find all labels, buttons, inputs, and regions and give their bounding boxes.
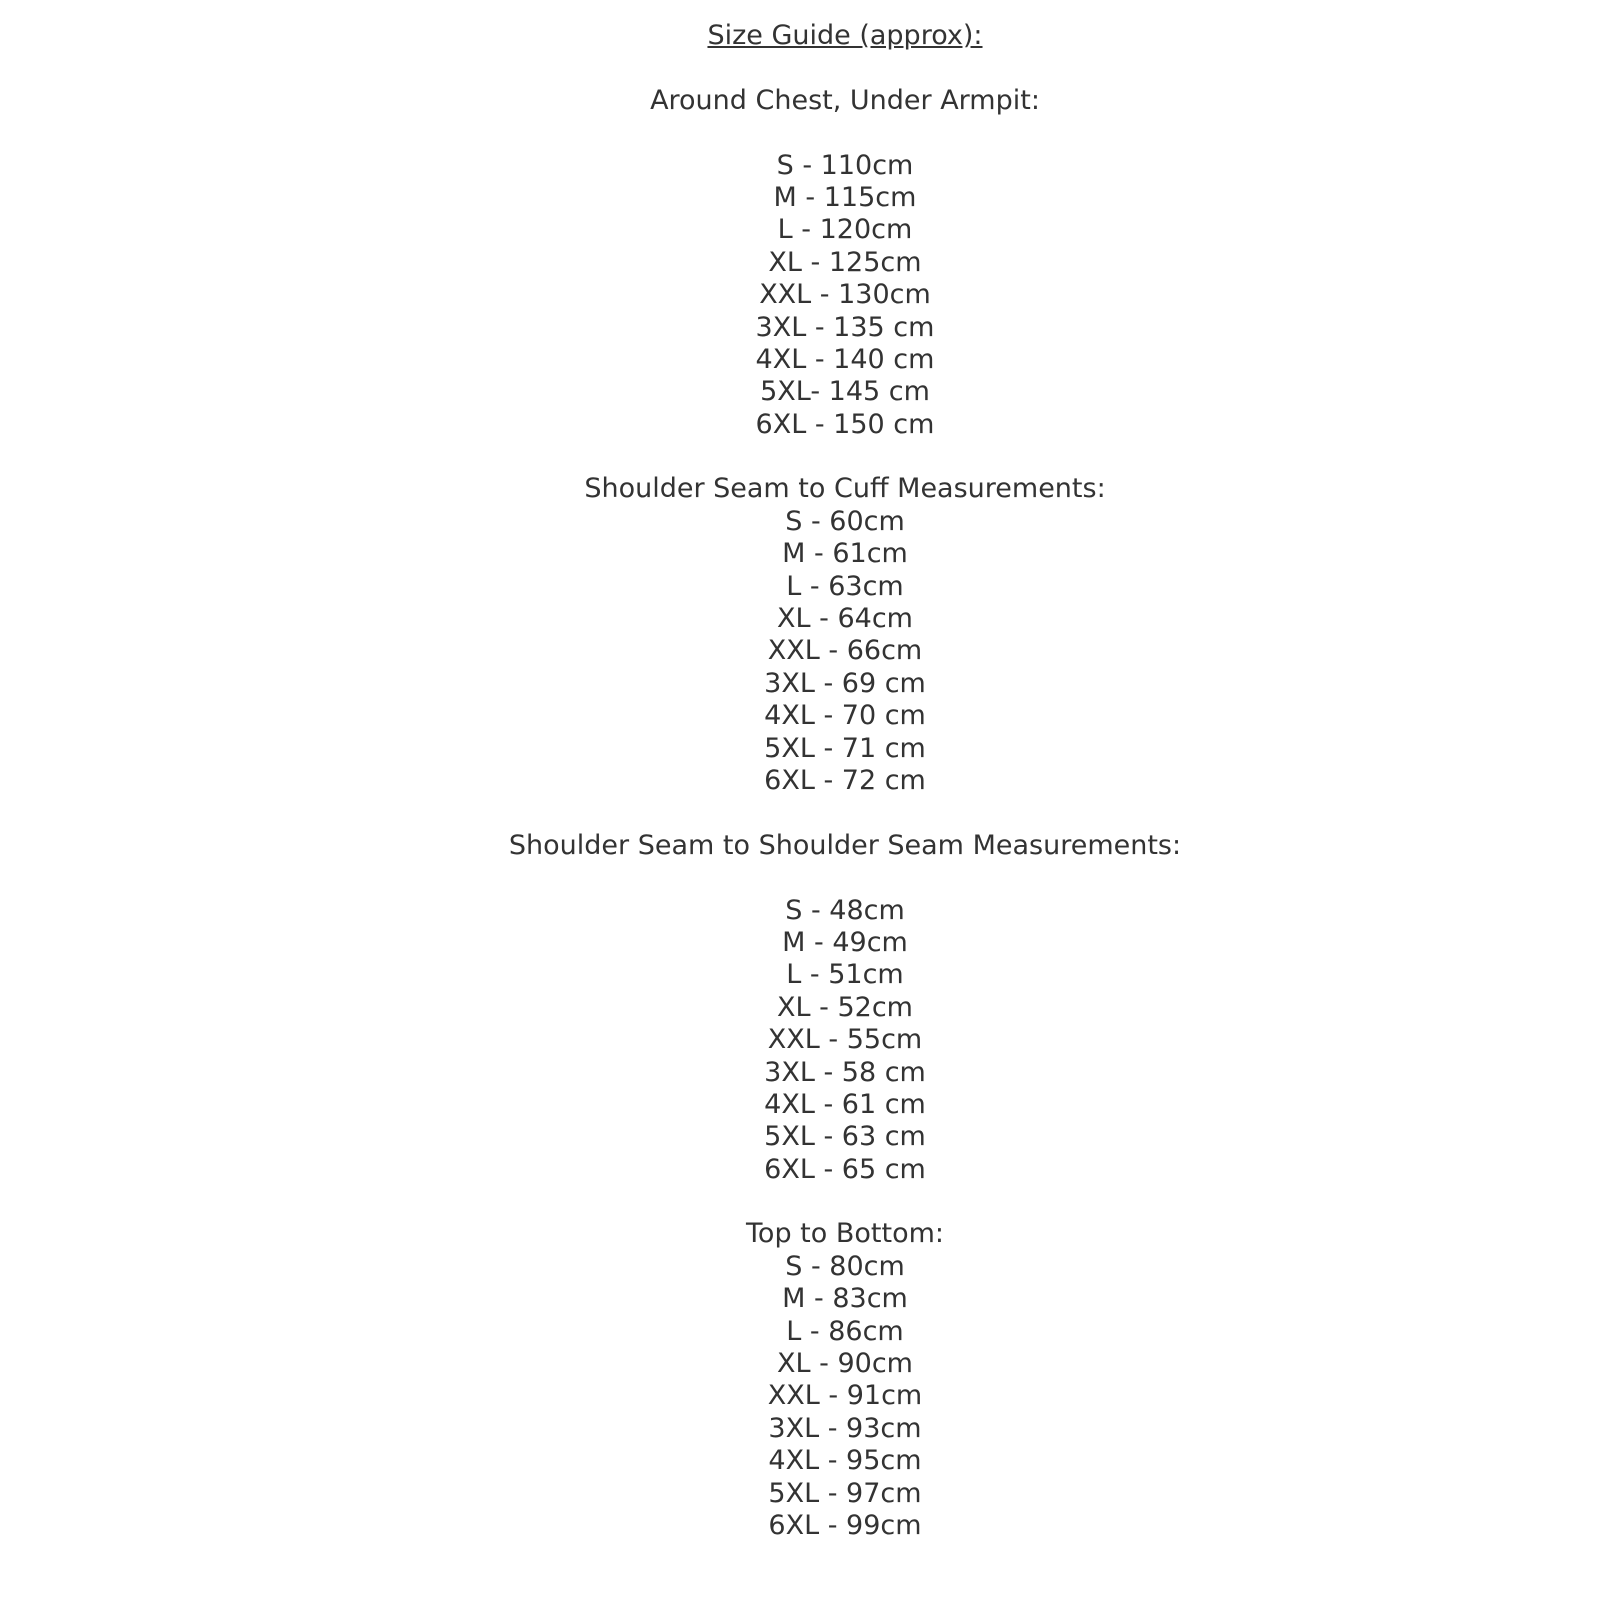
size-row: 3XL - 135 cm	[755, 311, 935, 343]
section-heading-seam-to-cuff: Shoulder Seam to Cuff Measurements:	[584, 473, 1106, 505]
size-row: XL - 125cm	[768, 246, 922, 278]
spacer	[90, 1186, 1600, 1218]
size-guide-document	[90, 0, 1600, 1542]
size-row: XL - 52cm	[777, 991, 913, 1023]
size-row: 5XL - 71 cm	[764, 732, 926, 764]
size-row: 6XL - 72 cm	[764, 764, 926, 796]
size-row: S - 60cm	[785, 505, 905, 537]
size-row: 3XL - 93cm	[768, 1412, 922, 1444]
size-row: XXL - 130cm	[759, 279, 931, 311]
size-row: 3XL - 58 cm	[764, 1056, 926, 1088]
size-row: 6XL - 99cm	[768, 1509, 922, 1541]
size-row: M - 49cm	[782, 926, 908, 958]
size-row: 5XL - 63 cm	[764, 1121, 926, 1153]
size-row: S - 110cm	[776, 149, 914, 181]
size-row: L - 51cm	[786, 959, 904, 991]
size-row: L - 63cm	[786, 570, 904, 602]
spacer	[90, 862, 1600, 894]
spacer	[90, 441, 1600, 473]
spacer	[90, 797, 1600, 829]
size-row: 4XL - 140 cm	[755, 343, 935, 375]
size-row: XXL - 91cm	[767, 1380, 923, 1412]
size-row: XXL - 66cm	[767, 635, 923, 667]
size-row: L - 120cm	[777, 214, 913, 246]
size-row: XL - 64cm	[777, 603, 913, 635]
size-row: M - 115cm	[773, 181, 917, 213]
size-row: L - 86cm	[786, 1315, 904, 1347]
size-row: 6XL - 150 cm	[755, 408, 935, 440]
section-heading-seam-to-seam: Shoulder Seam to Shoulder Seam Measurements:	[508, 829, 1182, 861]
size-row: M - 83cm	[782, 1283, 908, 1315]
section-heading-around-chest: Around Chest, Under Armpit:	[650, 84, 1040, 116]
size-row: XL - 90cm	[777, 1348, 913, 1380]
size-row: 4XL - 95cm	[768, 1445, 922, 1477]
size-row: 6XL - 65 cm	[764, 1153, 926, 1185]
size-row: 3XL - 69 cm	[764, 667, 926, 699]
spacer	[90, 52, 1600, 84]
page-title: Size Guide (approx):	[707, 20, 983, 51]
size-row: XXL - 55cm	[767, 1024, 923, 1056]
size-row: S - 48cm	[785, 894, 905, 926]
size-row: 5XL- 145 cm	[760, 376, 930, 408]
size-row: 4XL - 61 cm	[764, 1088, 926, 1120]
size-row: M - 61cm	[782, 538, 908, 570]
size-row: 5XL - 97cm	[768, 1477, 922, 1509]
size-row: S - 80cm	[785, 1250, 905, 1282]
size-row: 4XL - 70 cm	[764, 700, 926, 732]
section-heading-top-to-bottom: Top to Bottom:	[746, 1218, 944, 1250]
spacer	[90, 117, 1600, 149]
